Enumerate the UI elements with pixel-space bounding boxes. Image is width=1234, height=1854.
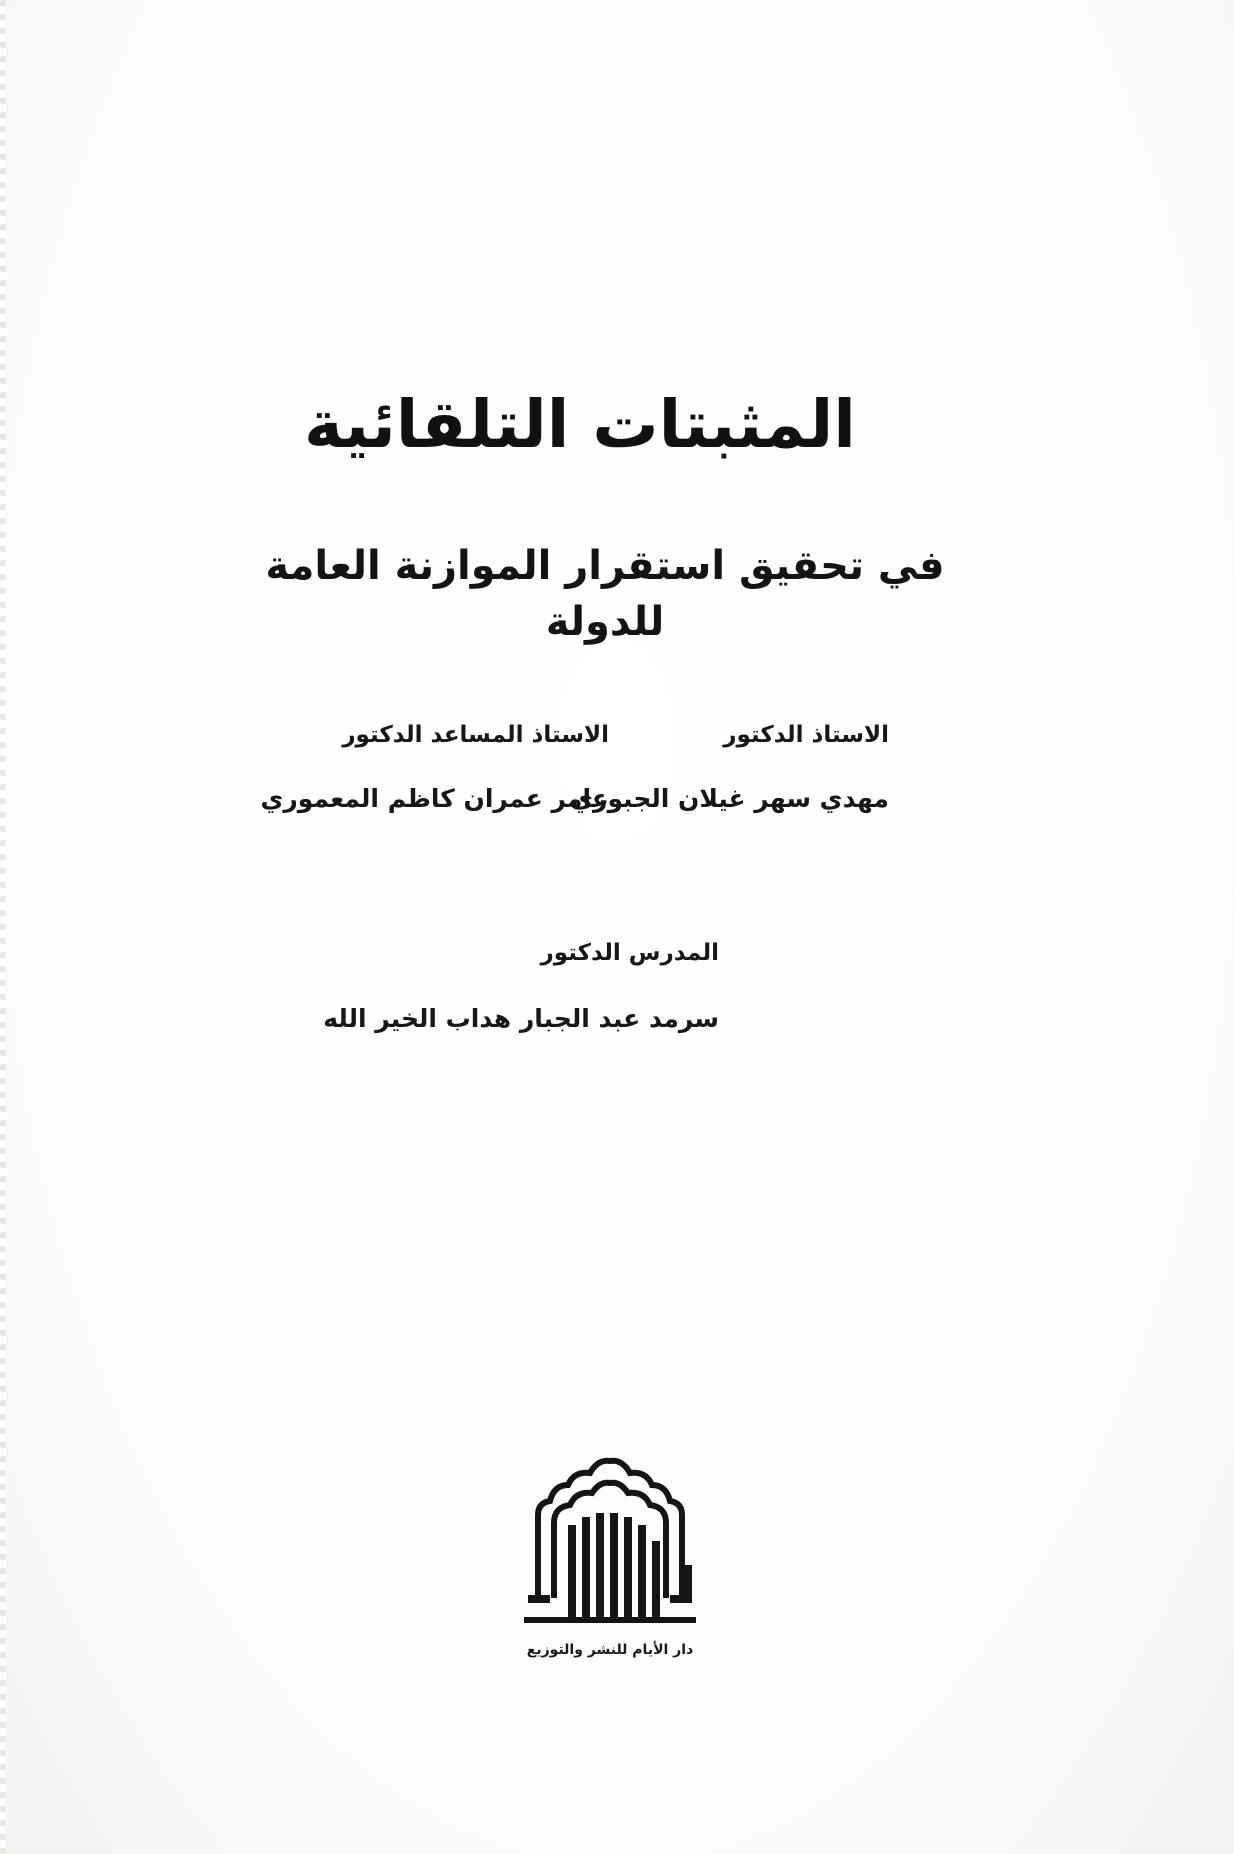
publisher-logo-icon [510,1445,710,1635]
binding-edge [0,0,6,1854]
arched-building-logo-icon [510,1445,710,1635]
author-rank: الاستاذ المساعد الدكتور [342,722,609,748]
author-name: مهدي سهر غيلان الجبوري [570,784,889,813]
author-name: عامر عمران كاظم المعموري [260,784,609,813]
author-rank: المدرس الدكتور [540,940,719,966]
author-rank: الاستاذ الدكتور [723,722,889,748]
author-name: سرمد عبد الجبار هداب الخير الله [323,1004,719,1033]
author-block-1 [570,718,889,816]
author-block-2 [260,718,609,816]
book-title: المثبتات التلقائية [304,386,856,463]
book-subtitle: في تحقيق استقرار الموازنة العامة للدولة [265,543,945,645]
author-block-3 [323,936,719,1036]
publisher-name: دار الأيام للنشر والتوزيع [526,1642,694,1658]
